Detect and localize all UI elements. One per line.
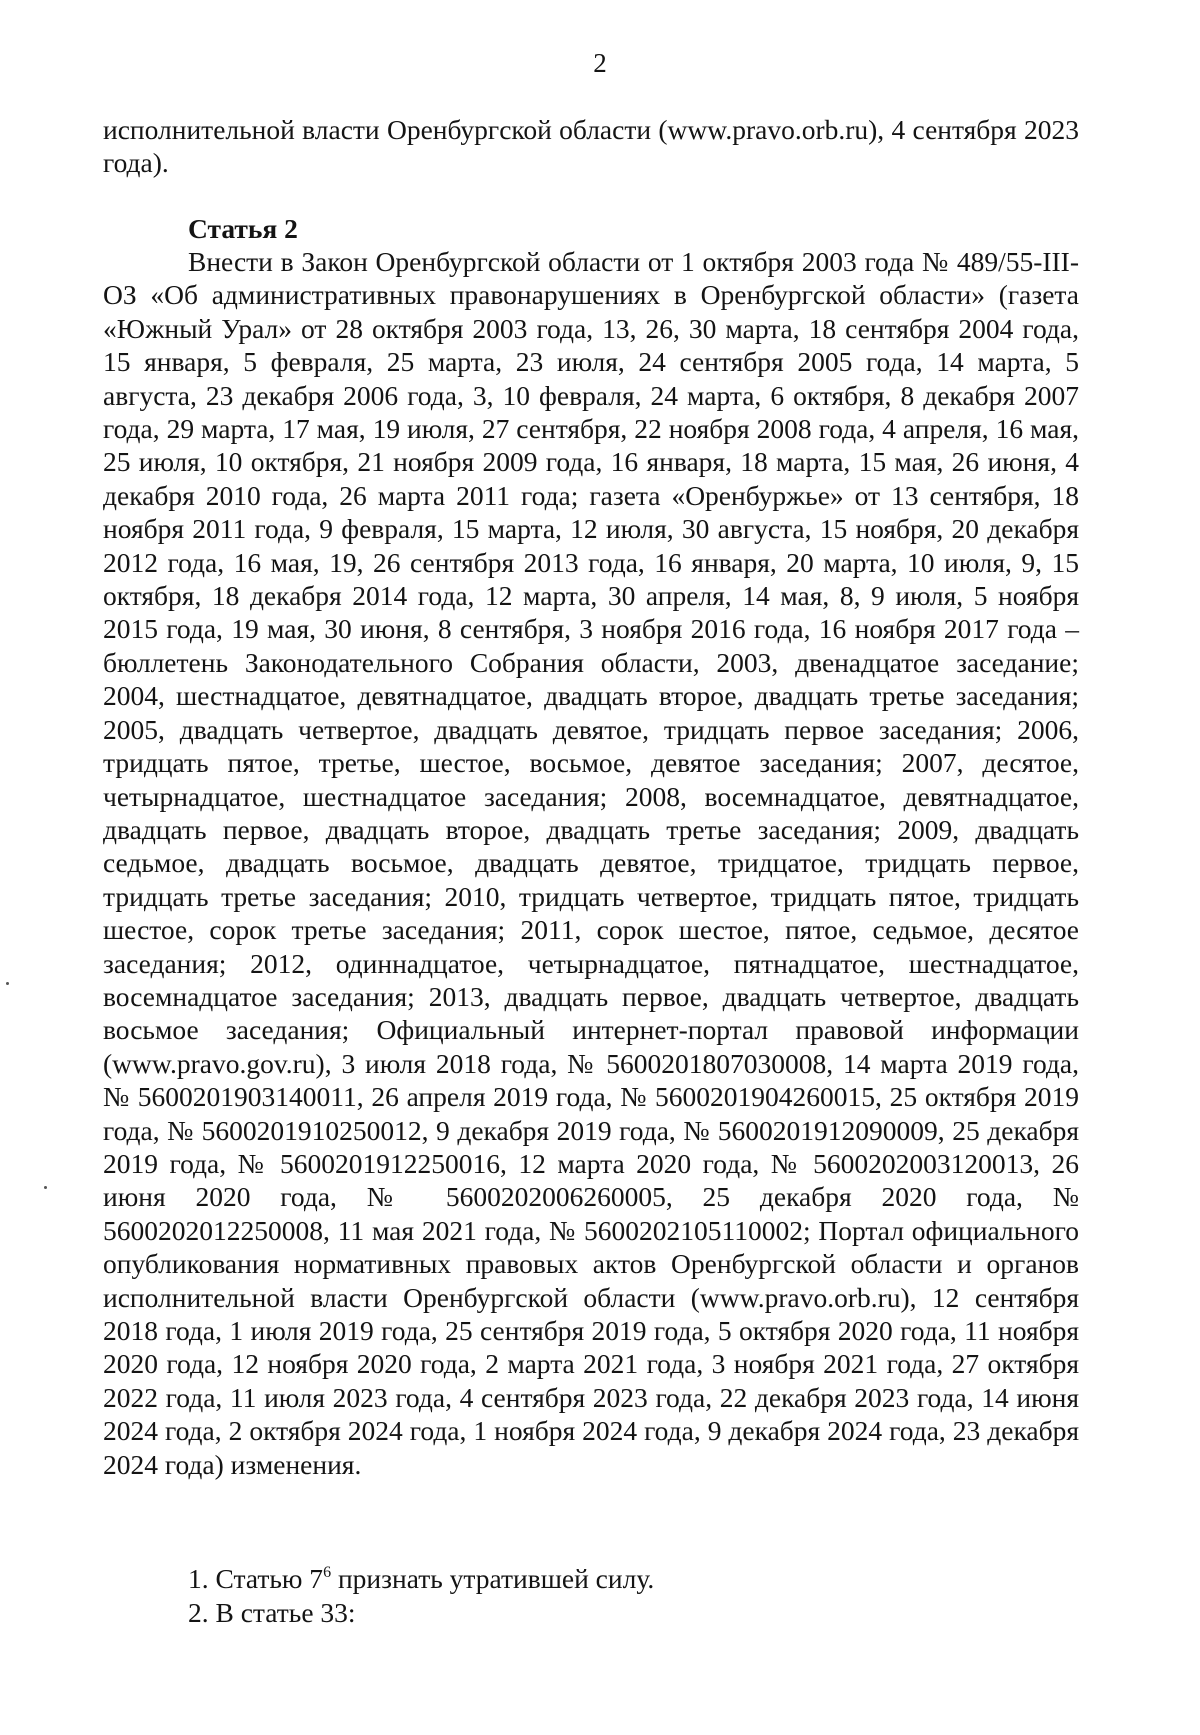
page-number: 2 (593, 48, 607, 78)
list-item-text-start: Статью 7 (215, 1563, 324, 1594)
list-item-1 (188, 1562, 654, 1595)
article-heading: Статья 2 (188, 213, 298, 244)
intro-paragraph (103, 113, 1079, 180)
scan-speck (44, 1186, 47, 1189)
list-item-text: В статье 33: (215, 1597, 356, 1628)
list-item-2 (188, 1596, 356, 1629)
list-item-number: 1. (188, 1563, 209, 1594)
article-body-text: Внести в Закон Оренбургской области от 1 октября 2003 года № 489/55-III-ОЗ «Об административных правонарушениях в Оренбургской области» (газета «Южный Урал» от 28 октября 2003 года, 13, 26, 30 марта, 18 сентября 2004 года, 15 января, 5 февраля, 25 марта, 23 июля, 24 сентября 2005 года, 14 марта, 5 августа, 23 декабря 2006 года, 3, 10 февраля, 24 марта, 6 октября, 8 декабря 2007 года, 29 марта, 17 мая, 19 июля, 27 сентября, 22 ноября 2008 года, 4 апреля, 16 мая, 25 июля, 10 октября, 21 ноября 2009 года, 16 января, 18 марта, 15 мая, 26 июня, 4 декабря 2010 года, 26 марта 2011 года; газета «Оренбуржье» от 13 сентября, 18 ноября 2011 года, 9 февраля, 15 марта, 12 июля, 30 августа, 15 ноября, 20 декабря 2012 года, 16 мая, 19, 26 сентября 2013 года, 16 января, 20 марта, 10 июля, 9, 15 октября, 18 декабря 2014 года, 12 марта, 30 апреля, 14 мая, 8, 9 июля, 5 ноября 2015 года, 19 мая, 30 июня, 8 сентября, 3 ноября 2016 года, 16 ноября 2017 года – бюллетень Законодательного Собрания области, 2003, двенадцатое заседание; 2004, шестнадцатое, девятнадцатое, двадцать второе, двадцать третье заседания; 2005, двадцать четвертое, двадцать девятое, тридцать первое заседания; 2006, тридцать пятое, третье, шестое, восьмое, девятое заседания; 2007, десятое, четырнадцатое, шестнадцатое заседания; 2008, восемнадцатое, девятнадцатое, двадцать первое, двадцать второе, двадцать третье заседания; 2009, двадцать седьмое, двадцать восьмое, двадцать девятое, тридцатое, тридцать первое, тридцать третье заседания; 2010, тридцать четвертое, тридцать пятое, тридцать шестое, сорок третье заседания; 2011, сорок шестое, пятое, седьмое, десятое заседания; 2012, одиннадцатое, четырнадцатое, пятнадцатое, шестнадцатое, восемнадцатое заседания; 2013, двадцать первое, двадцать четвертое, двадцать восьмое заседания; Официальный интернет-портал правовой информации (www.pravo.gov.ru), 3 июля 2018 года, № 5600201807030008, 14 марта 2019 года, № 5600201903140011, 26 апреля 2019 года, № 5600201904260015, 25 октября 2019 года, № 5600201910250012, 9 декабря 2019 года, № 5600201912090009, 25 декабря 2019 года, № 5600201912250016, 12 марта 2020 года, № 5600202003120013, 26 июня 2020 года, № 5600202006260005, 25 декабря 2020 года, № 5600202012250008, 11 мая 2021 года, № 5600202105110002; Портал официального опубликования нормативных правовых актов Оренбургской области и органов исполнительной власти Оренбургской области (www.pravo.orb.ru), 12 сентября 2018 года, 1 июля 2019 года, 25 сентября 2019 года, 5 октября 2020 года, 11 ноября 2020 года, 12 ноября 2020 года, 2 марта 2021 года, 3 ноября 2021 года, 27 октября 2022 года, 11 июля 2023 года, 4 сентября 2023 года, 22 декабря 2023 года, 14 июня 2024 года, 2 октября 2024 года, 1 ноября 2024 года, 9 декабря 2024 года, 23 декабря 2024 года) изменения. (103, 246, 1079, 1480)
list-item-number: 2. (188, 1597, 209, 1628)
intro-text: исполнительной власти Оренбургской области (www.pravo.orb.ru), 4 сентября 2023 года). (103, 114, 1079, 179)
article-superscript: 6 (323, 1564, 332, 1581)
scan-speck (6, 982, 9, 985)
list-item-text-end: признать утратившей силу. (331, 1563, 655, 1594)
article-body-paragraph (103, 245, 1079, 1481)
list-item-text (216, 1563, 655, 1594)
